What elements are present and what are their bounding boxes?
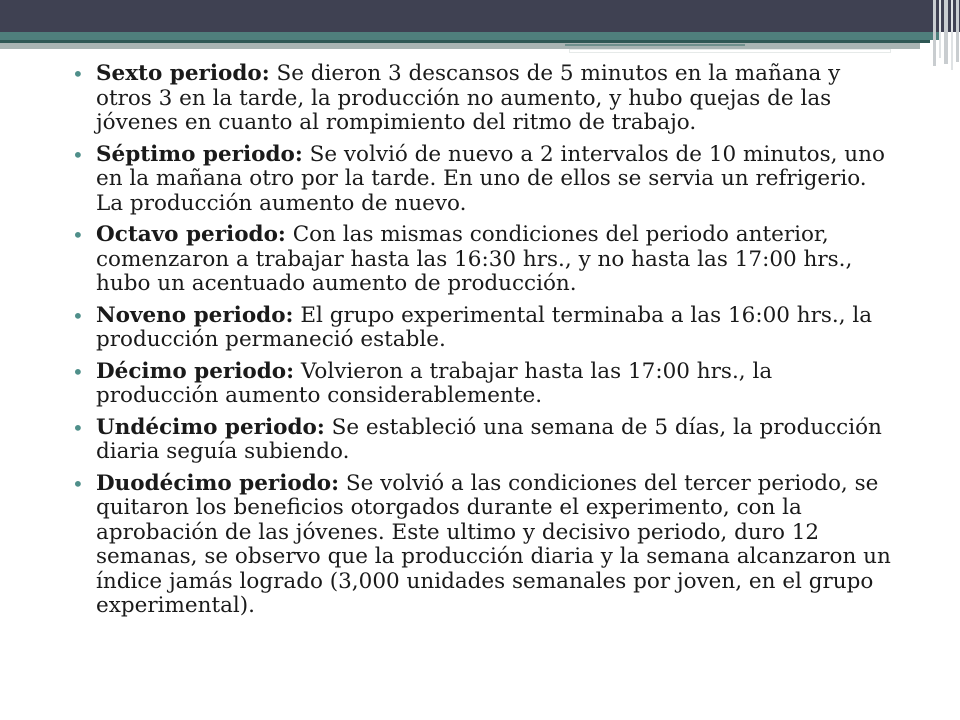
bullet-item-noveno (72, 304, 892, 353)
bullet-item-septimo (72, 143, 892, 217)
edge-stripe (951, 0, 953, 70)
period-term: Undécimo periodo: (96, 414, 325, 440)
header-band-teal (0, 32, 940, 40)
bullet-list (72, 62, 892, 619)
period-term: Noveno periodo: (96, 302, 294, 328)
period-text: Se estableció una semana de 5 días, la producción diaria seguía subiendo. (96, 414, 882, 464)
edge-stripe (933, 0, 936, 66)
period-term: Décimo periodo: (96, 358, 295, 384)
bullet-icon: • (72, 142, 84, 167)
bullet-item-undecimo (72, 416, 892, 465)
period-text: El grupo experimental terminaba a las 16:00 hrs., la producción permaneció estable. (96, 302, 873, 352)
period-term: Séptimo periodo: (96, 141, 303, 167)
header-white-line (570, 50, 890, 52)
period-text: Se volvió de nuevo a 2 intervalos de 10 minutos, uno en la mañana otro por la tarde. En uno de ellos se servia un refrigerio. La producción aumento de nuevo. (96, 141, 885, 216)
bullet-icon: • (72, 223, 84, 247)
header-band-dark (0, 0, 960, 32)
header-band-grey (0, 43, 920, 49)
slide-body (72, 62, 892, 626)
edge-stripe (939, 0, 941, 58)
bullet-icon: • (72, 415, 84, 440)
bullet-item-sexto (72, 62, 892, 136)
period-term: Sexto periodo: (96, 61, 270, 86)
bullet-icon: • (72, 359, 84, 384)
bullet-item-octavo (72, 223, 892, 297)
edge-stripe (956, 0, 959, 62)
bullet-icon: • (72, 303, 84, 328)
period-term: Octavo periodo: (96, 222, 286, 247)
period-text: Se dieron 3 descansos de 5 minutos en la mañana y otros 3 en la tarde, la producción no aumento, y hubo quejas de las jóvenes en cuanto al rompimiento del ritmo de trabajo. (96, 61, 841, 135)
edge-stripe (944, 0, 948, 64)
period-text: Con las mismas condiciones del periodo anterior, comenzaron a trabajar hasta las 16:30 hrs., y no hasta las 17:00 hrs., hubo un acentuado aumento de producción. (96, 222, 853, 296)
period-text: Se volvió a las condiciones del tercer periodo, se quitaron los beneficios otorgados durante el experimento, con la aprobación de las jóvenes. Este ultimo y decisivo periodo, duro 12 semanas, se observo que la producción diaria y la semana alcanzaron un índice jamás logrado (3,000 unidades semanales por joven, en el grupo experimental). (96, 470, 891, 618)
bullet-item-duodecimo (72, 472, 892, 619)
bullet-item-decimo (72, 360, 892, 409)
period-term: Duodécimo periodo: (96, 470, 340, 496)
bullet-icon: • (72, 471, 84, 496)
period-text: Volvieron a trabajar hasta las 17:00 hrs., la producción aumento considerablemente. (96, 358, 773, 408)
bullet-icon: • (72, 62, 84, 86)
header-accent-line (565, 44, 745, 46)
